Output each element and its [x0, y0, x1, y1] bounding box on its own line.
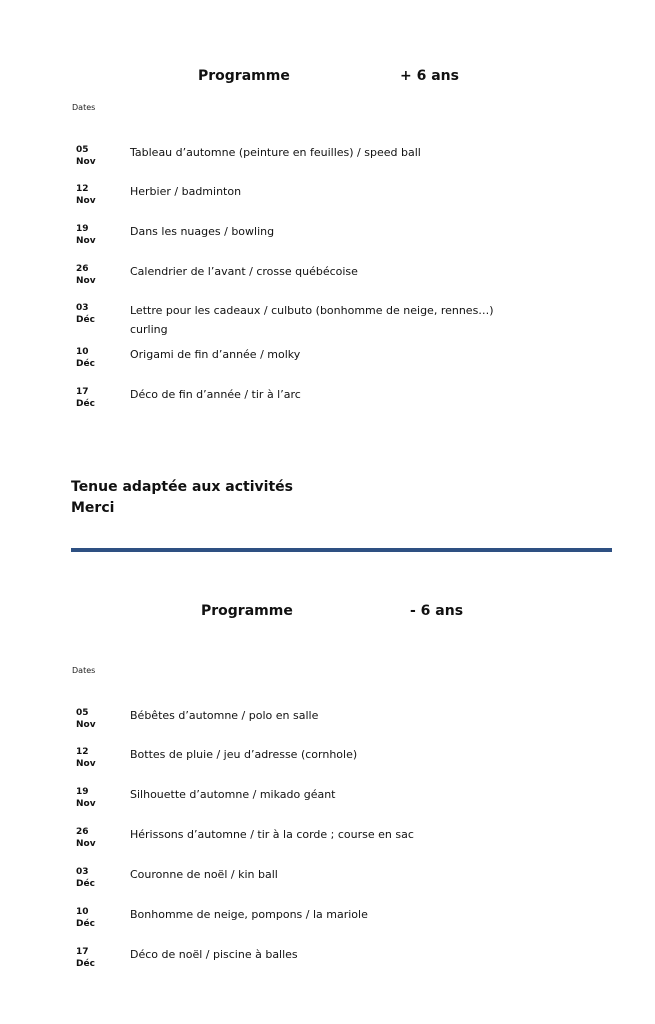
date-day: 05	[76, 145, 89, 155]
activity-text: Couronne de noël / kin ball	[130, 868, 278, 881]
activity-text: Déco de noël / piscine à balles	[130, 948, 298, 961]
section-divider	[71, 548, 612, 552]
schedule-date	[76, 183, 96, 207]
schedule-date	[76, 263, 96, 287]
activity-text: Origami de fin d’année / molky	[130, 348, 301, 361]
date-day: 03	[76, 303, 89, 313]
date-month: Nov	[76, 276, 96, 286]
schedule-date	[76, 144, 96, 168]
date-day: 05	[76, 708, 89, 718]
date-month: Nov	[76, 196, 96, 206]
date-day: 12	[76, 747, 89, 757]
date-month: Nov	[76, 799, 96, 809]
date-day: 03	[76, 867, 89, 877]
date-month: Déc	[76, 399, 95, 409]
date-month: Nov	[76, 839, 96, 849]
date-month: Déc	[76, 359, 95, 369]
activity-text: Bonhomme de neige, pompons / la mariole	[130, 908, 368, 921]
date-day: 10	[76, 347, 89, 357]
schedule-date	[76, 866, 95, 890]
date-day: 10	[76, 907, 89, 917]
date-day: 26	[76, 264, 89, 274]
schedule-date	[76, 302, 95, 326]
date-month: Déc	[76, 919, 95, 929]
schedule-date	[76, 906, 95, 930]
schedule-date	[76, 223, 96, 247]
attire-note	[71, 477, 293, 519]
date-month: Nov	[76, 720, 96, 730]
date-month: Déc	[76, 879, 95, 889]
activity-text: Déco de fin d’année / tir à l’arc	[130, 388, 301, 401]
activity-text: Herbier / badminton	[130, 185, 242, 198]
schedule-date	[76, 746, 96, 770]
date-day: 17	[76, 947, 89, 957]
program-plus-age: + 6 ans	[400, 68, 459, 84]
date-day: 19	[76, 787, 89, 797]
program-plus-dates-label: Dates	[72, 103, 96, 112]
date-month: Nov	[76, 759, 96, 769]
date-month: Nov	[76, 236, 96, 246]
attire-note-line-2: Merci	[71, 500, 115, 516]
activity-text: Dans les nuages / bowling	[130, 225, 275, 238]
activity-text: Bébêtes d’automne / polo en salle	[130, 709, 319, 722]
schedule-date	[76, 386, 95, 410]
program-minus-dates-label: Dates	[72, 666, 96, 675]
activity-text: Hérissons d’automne / tir à la corde ; course en sac	[130, 828, 414, 841]
date-month: Déc	[76, 959, 95, 969]
activity-text: Bottes de pluie / jeu d’adresse (cornhole)	[130, 748, 358, 761]
schedule-date	[76, 346, 95, 370]
attire-note-line-1: Tenue adaptée aux activités	[71, 479, 293, 495]
activity-text: Tableau d’automne (peinture en feuilles) / speed ball	[130, 146, 421, 159]
schedule-date	[76, 707, 96, 731]
activity-line-2: curling	[130, 323, 168, 336]
date-month: Nov	[76, 157, 96, 167]
date-day: 17	[76, 387, 89, 397]
program-minus-title: Programme	[201, 603, 293, 619]
activity-text: Silhouette d’automne / mikado géant	[130, 788, 336, 801]
date-day: 12	[76, 184, 89, 194]
activity-line-1: Lettre pour les cadeaux / culbuto (bonhomme de neige, rennes…)	[130, 304, 494, 317]
activity-text: Calendrier de l’avant / crosse québécoise	[130, 265, 358, 278]
program-plus-title: Programme	[198, 68, 290, 84]
date-month: Déc	[76, 315, 95, 325]
program-minus-age: - 6 ans	[410, 603, 464, 619]
schedule-date	[76, 826, 96, 850]
date-day: 26	[76, 827, 89, 837]
schedule-date	[76, 946, 95, 970]
activity-text	[130, 301, 510, 339]
schedule-date	[76, 786, 96, 810]
date-day: 19	[76, 224, 89, 234]
